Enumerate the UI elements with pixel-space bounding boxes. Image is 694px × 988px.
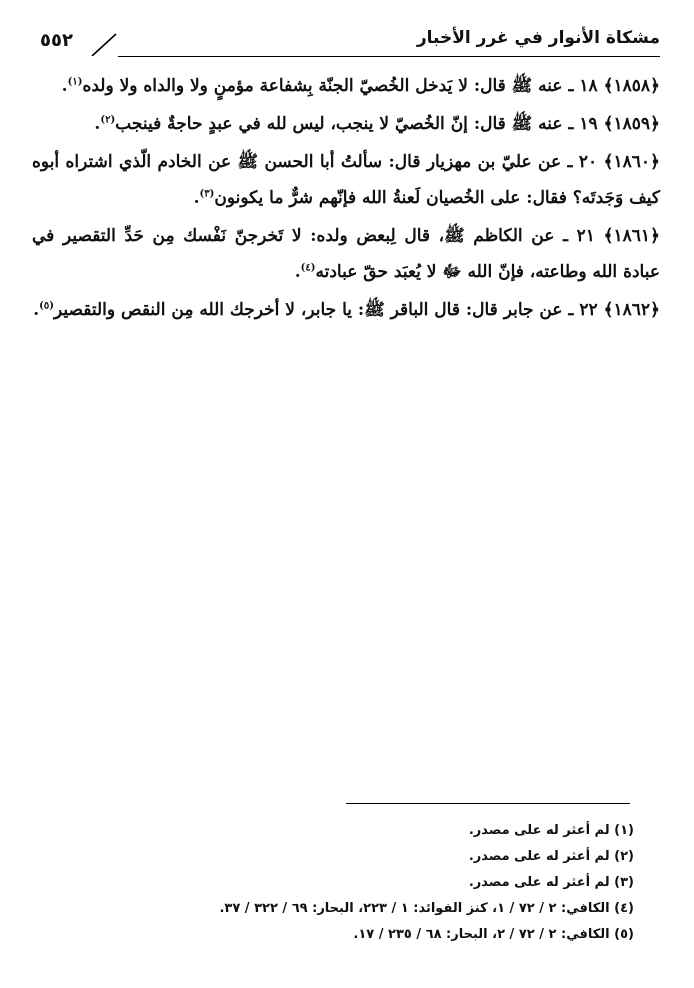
- hadith-list: [32, 68, 660, 330]
- footnote: (٢) لم أعثر له على مصدر.: [468, 849, 634, 864]
- footnote-ref: (٤): [300, 262, 316, 274]
- hadith-entry: [32, 292, 660, 328]
- hadith-text: ٢٢ ـ عن جابر قال: قال الباقر ﷺ: يا جابر، لا أخرجك الله مِن النقص والتقصير: [53, 300, 598, 320]
- hadith-entry: [32, 218, 660, 290]
- running-header: [38, 26, 660, 60]
- hadith-number: ﴿١٨٦٠﴾: [603, 152, 660, 172]
- footnote: (٥) الكافي: ٢ / ٧٢ / ٢، البحار: ٦٨ / ٢٣٥ / ١٧.: [353, 927, 634, 942]
- hadith-end: .: [61, 76, 68, 96]
- hadith-number: ﴿١٨٦١﴾: [603, 226, 661, 246]
- hadith-text: ٢١ ـ عن الكاظم ﷺ، قال لِبعض ولده: لا تَخرجنّ نَفْسك مِن حَدِّ التقصير في عبادة الله وطاعته، فإنّ الله ﷻ لا يُعبَد حقّ عبادته: [32, 226, 660, 282]
- hadith-number: ﴿١٨٥٩﴾: [603, 114, 660, 134]
- footnotes: [74, 818, 634, 948]
- header-rule: [118, 56, 660, 57]
- hadith-entry: [32, 144, 660, 216]
- hadith-number: ﴿١٨٦٢﴾: [603, 300, 660, 320]
- footnote: (٤) الكافي: ٢ / ٧٢ / ١، كنز الفوائد: ١ / ٢٢٣، البحار: ٦٩ / ٣٢٢ / ٣٧.: [219, 901, 634, 916]
- header-rule-hook: [90, 32, 118, 56]
- page-number: ٥٥٢: [40, 30, 73, 51]
- footnote-separator: [346, 803, 630, 804]
- hadith-text: ٢٠ ـ عن عليّ بن مهزيار قال: سألتُ أبا الحسن ﷺ عن الخادم الّذي اشتراه أبوه كيف وَجَدتَه؟ فقال: على الخُصيان لَعنةُ الله فإنّهم شرٌّ ما يكونون: [32, 152, 660, 208]
- hadith-end: .: [193, 188, 200, 208]
- hadith-entry: [32, 106, 660, 142]
- hadith-end: .: [33, 300, 40, 320]
- footnote-ref: (٢): [100, 114, 116, 126]
- footnote-ref: (١): [67, 76, 83, 88]
- hadith-end: .: [294, 262, 301, 282]
- footnote: (١) لم أعثر له على مصدر.: [468, 823, 634, 838]
- footnote: (٣) لم أعثر له على مصدر.: [468, 875, 634, 890]
- hadith-number: ﴿١٨٥٨﴾: [603, 76, 660, 96]
- book-title: مشكاة الأنوار في غرر الأخبار: [416, 28, 660, 48]
- hadith-end: .: [94, 114, 101, 134]
- hadith-entry: [32, 68, 660, 104]
- hadith-text: ١٨ ـ عنه ﷺ قال: لا يَدخل الخُصيّ الجنّة بِشفاعة مؤمنٍ ولا والداه ولا ولده: [82, 76, 598, 96]
- footnote-ref: (٣): [199, 188, 215, 200]
- footnote-ref: (٥): [39, 300, 54, 312]
- hadith-text: ١٩ ـ عنه ﷺ قال: إنّ الخُصيّ لا ينجب، ليس لله في عبدٍ حاجةٌ فينجب: [115, 114, 598, 134]
